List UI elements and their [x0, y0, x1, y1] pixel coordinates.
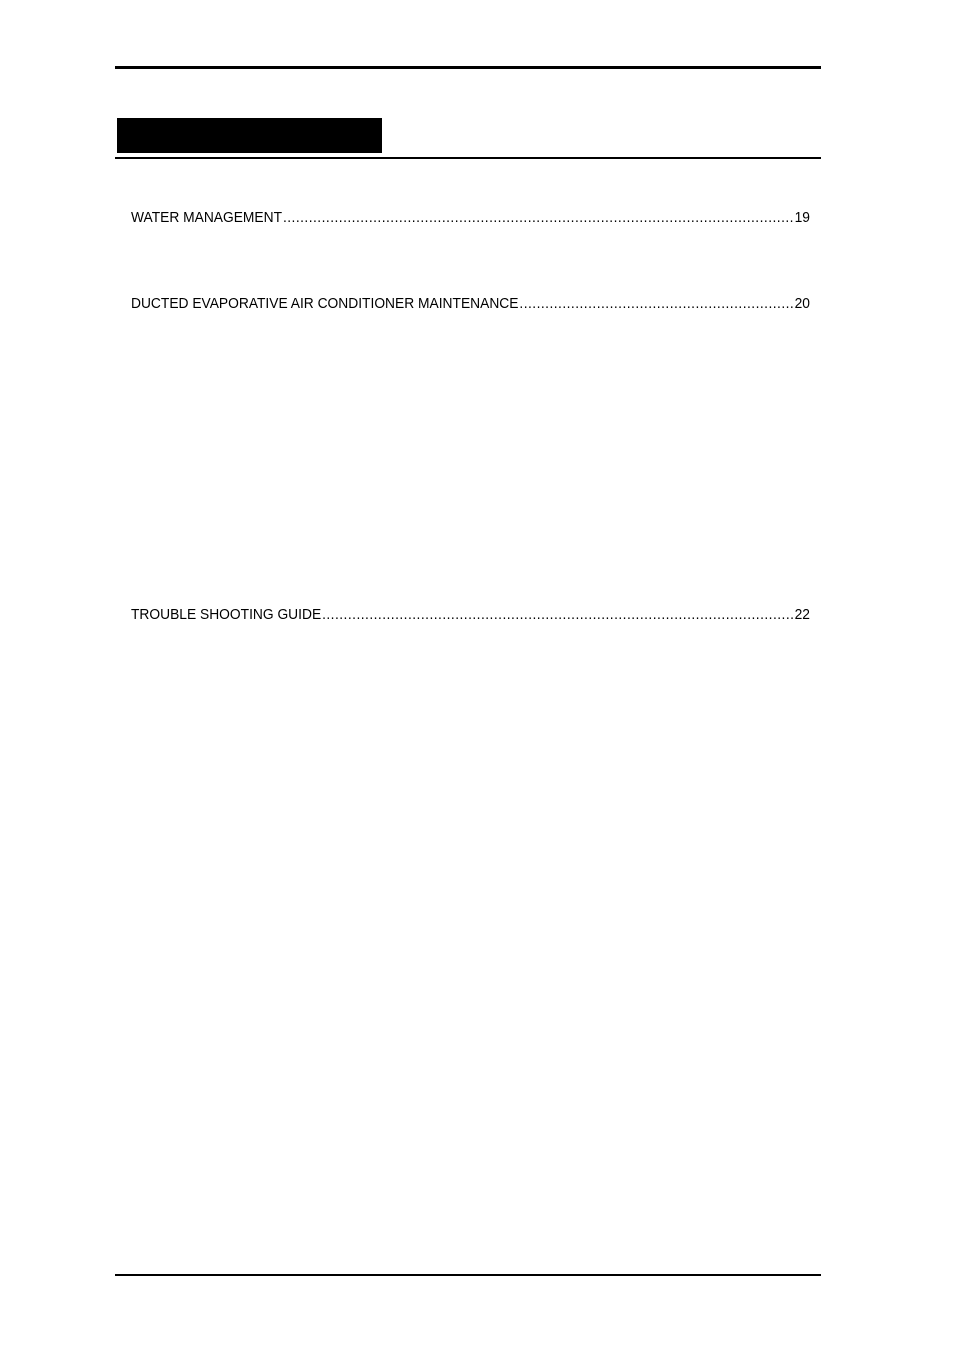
- toc-entry-page-number: 19: [794, 209, 810, 226]
- toc-entry-title: WATER MANAGEMENT: [131, 209, 283, 226]
- footer-rule: [115, 1274, 821, 1276]
- toc-dot-leader: [519, 294, 793, 314]
- heading-underline-rule: [115, 157, 821, 159]
- toc-entry-ducted-maintenance[interactable]: [131, 294, 810, 314]
- toc-entry-title: TROUBLE SHOOTING GUIDE: [131, 606, 322, 623]
- toc-entry-water-management[interactable]: [131, 208, 810, 228]
- section-heading-bar: [117, 118, 382, 153]
- toc-entry-page-number: 22: [794, 606, 810, 623]
- header-rule: [115, 66, 821, 69]
- toc-entry-title: DUCTED EVAPORATIVE AIR CONDITIONER MAINTENANCE: [131, 295, 519, 312]
- toc-entry-page-number: 20: [794, 295, 810, 312]
- toc-entry-trouble-shooting[interactable]: [131, 605, 810, 625]
- toc-dot-leader: [283, 208, 794, 228]
- toc-dot-leader: [322, 605, 794, 625]
